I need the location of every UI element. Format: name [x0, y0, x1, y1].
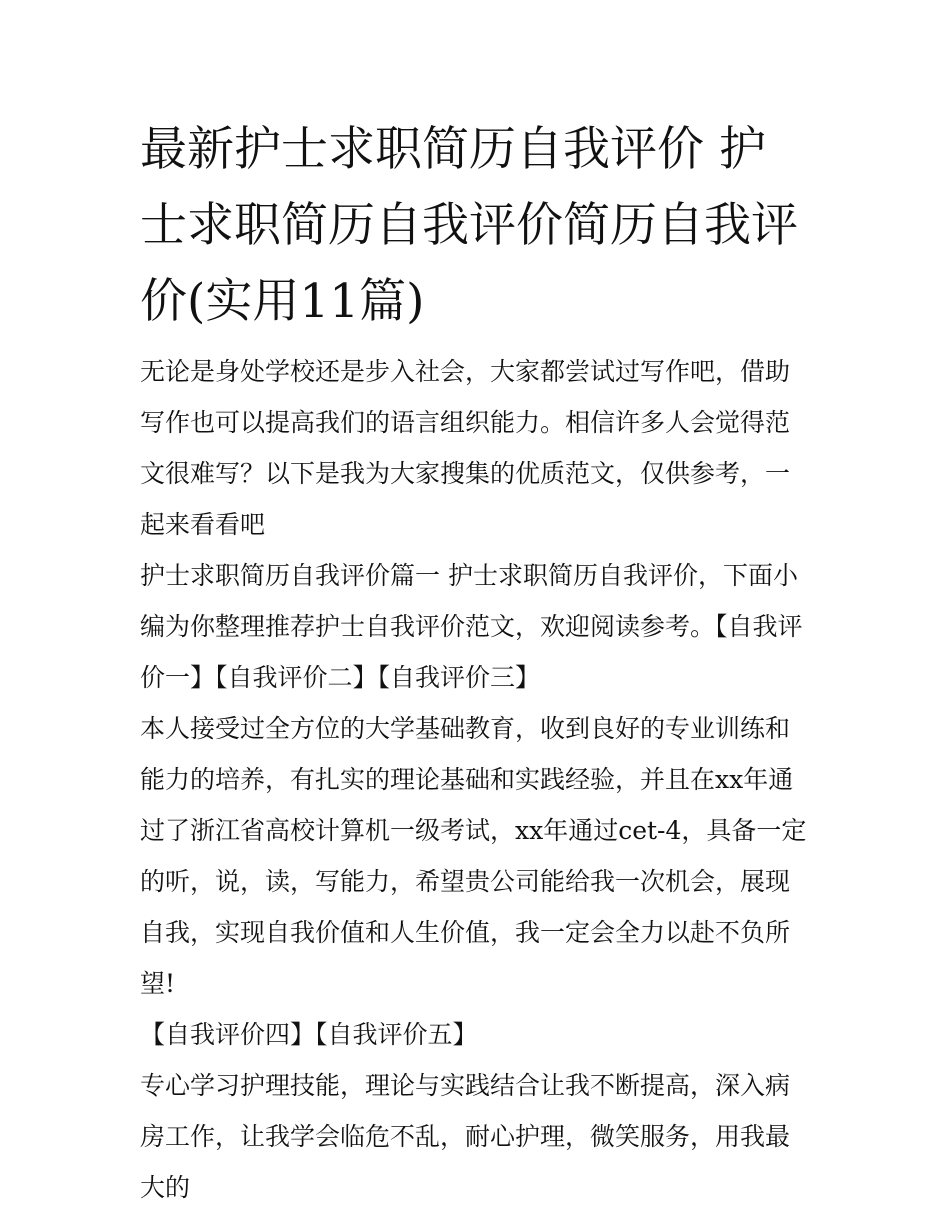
- nursing-skills-paragraph: 专心学习护理技能，理论与实践结合让我不断提高，深入病房工作，让我学会临危不乱，耐心护理，微笑服务，用我最大的: [140, 1071, 791, 1202]
- self-evaluation-paragraph: 本人接受过全方位的大学基础教育，收到良好的专业训练和能力的培养，有扎实的理论基础和实践经验，并且在xx年通过了浙江省高校计算机一级考试，xx年通过cet-4，具备一定的听，说，读，写能力，希望贵公司能给我一次机会，展现自我，实现自我价值和人生价值，我一定会全力以赴不负所望!: [140, 714, 807, 998]
- document-page: [140, 112, 812, 1213]
- document-title: 最新护士求职简历自我评价 护士求职简历自我评价简历自我评价(实用11篇): [140, 122, 798, 329]
- section-headings-paragraph: 【自我评价四】【自我评价五】: [140, 1020, 478, 1049]
- section-intro-paragraph: 护士求职简历自我评价篇一 护士求职简历自我评价，下面小编为你整理推荐护士自我评价范文，欢迎阅读参考。【自我评价一】【自我评价二】【自我评价三】: [140, 561, 803, 692]
- intro-paragraph: 无论是身处学校还是步入社会，大家都尝试过写作吧，借助写作也可以提高我们的语言组织能力。相信许多人会觉得范文很难写？以下是我为大家搜集的优质范文，仅供参考，一起来看看吧: [140, 357, 791, 539]
